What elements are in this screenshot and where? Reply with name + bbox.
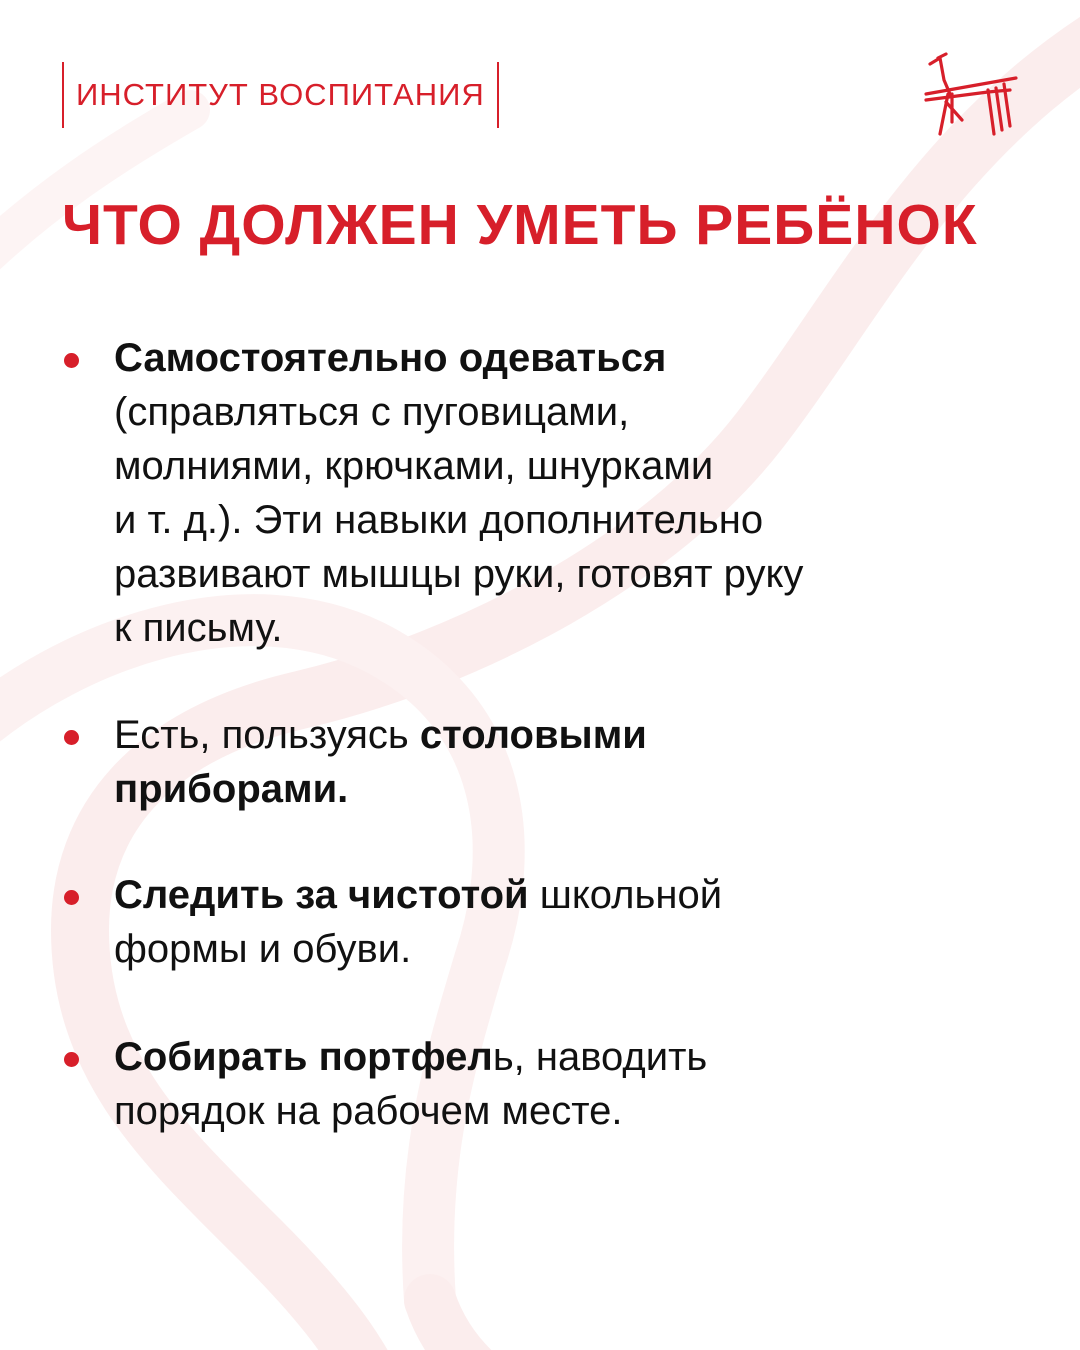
item-text-bold: Самостоятельно одеваться (114, 336, 667, 380)
item-text: ь, наводить (492, 1035, 708, 1079)
page-title: ЧТО ДОЛЖЕН УМЕТЬ РЕБЁНОК (62, 193, 978, 257)
item-text: развивают мышцы руки, готовят руку (114, 552, 804, 596)
item-text: к письму. (114, 606, 283, 650)
list-item (114, 868, 1014, 976)
item-text: и т. д.). Эти навыки дополнительно (114, 498, 764, 542)
bullet-dot (64, 1052, 79, 1067)
horse-icon (918, 50, 1022, 140)
list-item (114, 331, 1014, 655)
item-text: Есть, пользуясь (114, 713, 420, 757)
item-text: молниями, крючками, шнурками (114, 444, 714, 488)
list-item (114, 1030, 1014, 1138)
item-text-bold: столовыми (419, 713, 647, 757)
item-text-bold: приборами. (114, 767, 349, 811)
bullet-dot (64, 730, 79, 745)
item-text: (справляться с пуговицами, (114, 390, 630, 434)
list-item (114, 708, 1014, 816)
item-text-bold: Собирать портфел (114, 1035, 493, 1079)
header (62, 62, 499, 128)
item-text: школьной (528, 873, 723, 917)
item-text-bold: Следить за чистотой (114, 873, 529, 917)
organization-name: ИНСТИТУТ ВОСПИТАНИЯ (76, 77, 485, 112)
item-text: порядок на рабочем месте. (114, 1089, 623, 1133)
item-text: формы и обуви. (114, 927, 412, 971)
bullet-dot (64, 890, 79, 905)
header-divider-right (497, 62, 499, 128)
bullet-dot (64, 353, 79, 368)
